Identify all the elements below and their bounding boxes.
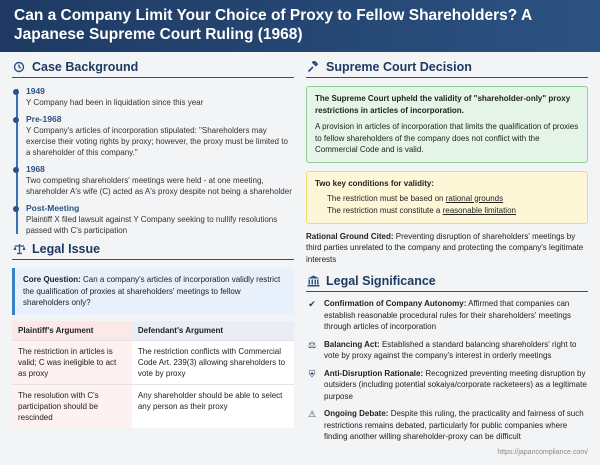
timeline-item (26, 86, 294, 108)
significance-title: Legal Significance (326, 274, 436, 288)
check-circle-icon: ✔ (308, 299, 316, 309)
legal-issue-title: Legal Issue (32, 242, 101, 256)
significance-label: Balancing Act: (324, 339, 380, 349)
condition-item (315, 193, 579, 205)
list-item (306, 339, 588, 362)
case-background-title: Case Background (32, 60, 139, 74)
list-item (306, 368, 588, 403)
rational-ground (306, 231, 588, 266)
significance-text: Affirmed that companies can establish reasonable procedural rules for their shareholders' meetings through articles of incorporation (324, 299, 571, 331)
decision-title: Supreme Court Decision (326, 60, 472, 74)
significance-label: Anti-Disruption Rationale: (324, 368, 424, 378)
timeline-text: Plaintiff X filed lawsuit against Y Company seeking to nullify resolutions passed with C's participation (26, 215, 278, 235)
timeline-date: Pre-1968 (26, 114, 62, 124)
scale-icon (12, 242, 26, 256)
page-header (0, 0, 600, 52)
timeline-date: 1949 (26, 86, 45, 96)
timeline-date: Post-Meeting (26, 203, 80, 213)
table-row (12, 340, 294, 384)
significance-text: Recognized preventing meeting disruption by outsiders (including potential sokaiya/corporate racketeers) as a legitimate purpose (324, 368, 587, 401)
condition-text: The restriction must constitute a (327, 205, 443, 215)
significance-text: Despite this ruling, the practicality and fairness of such restrictions remains debated, particularly for public companies where finding another willing shareholder-proxy can be difficult (324, 409, 584, 441)
timeline (12, 86, 294, 236)
plaintiff-cell: The resolution with C's participation should be rescinded (12, 384, 132, 428)
holding-box (306, 86, 588, 163)
balance-icon: ⚖ (307, 339, 317, 350)
significance-label: Ongoing Debate: (324, 409, 389, 418)
timeline-item (26, 114, 294, 158)
rational-ground-text: Preventing disruption of shareholders' meetings by third parties unrelated to the company and protecting the company's legitimate interests (306, 231, 584, 264)
table-row (12, 384, 294, 428)
defendant-cell: The restriction conflicts with Commercial Code Art. 239(3) allowing shareholders to vote by proxy (132, 340, 294, 384)
condition-link: reasonable limitation (442, 205, 516, 215)
timeline-text: Y Company's articles of incorporation stipulated: "Shareholders may exercise their voting rights by proxy; however, the proxy must be limited to a shareholder of this company." (26, 126, 288, 157)
plaintiff-cell: The restriction in articles is valid; C was ineligible to act as proxy (12, 340, 132, 384)
holding-text: A provision in articles of incorporation that limits the qualification of proxies to fellow shareholders of the company does not conflict with the Commercial Code and is valid. (315, 122, 579, 154)
timeline-text: Y Company had been in liquidation since this year (26, 98, 204, 107)
left-column (12, 60, 294, 428)
table-header-row (12, 321, 294, 341)
conditions-title: Two key conditions for validity: (315, 178, 434, 188)
column-header-plaintiff: Plaintiff's Argument (12, 321, 132, 341)
significance-text: Established a standard balancing shareholders' right to vote by proxy against the company's interest in orderly meetings (324, 339, 577, 360)
list-item (306, 298, 588, 333)
condition-item (315, 205, 579, 217)
holding-title: The Supreme Court upheld the validity of "shareholder-only" proxy restrictions in articles of incorporation. (315, 94, 571, 115)
column-header-defendant: Defendant's Argument (132, 321, 294, 341)
core-question-box (12, 268, 294, 315)
gavel-icon (306, 60, 320, 74)
right-column (306, 60, 588, 449)
case-background-heading (12, 60, 294, 78)
footer-url[interactable]: https://japancompliance.com/ (497, 449, 588, 456)
condition-link: rational grounds (445, 193, 504, 203)
legal-issue-heading (12, 242, 294, 260)
timeline-item (26, 164, 294, 197)
timeline-text: Two competing shareholders' meetings were held - at one meeting, shareholder A's wife (C) acted as A's proxy despite not being a shareholder (26, 176, 292, 196)
timeline-date: 1968 (26, 164, 45, 174)
arguments-table (12, 321, 294, 428)
core-question-label: Core Question: (23, 275, 81, 284)
significance-heading (306, 274, 588, 292)
rational-ground-label: Rational Ground Cited: (306, 231, 394, 241)
condition-text: The restriction must be based on (327, 193, 446, 203)
shield-icon: ⛨ (308, 368, 316, 379)
significance-list (306, 298, 588, 443)
decision-heading (306, 60, 588, 78)
conditions-box (306, 171, 588, 224)
timeline-item (26, 203, 294, 236)
warning-icon: ⚠ (307, 409, 317, 419)
core-question-text: Can a company's articles of incorporation validly restrict the qualification of proxies at shareholders' meetings to fellow shareholders only? (23, 275, 281, 307)
list-item (306, 408, 588, 443)
page-title: Can a Company Limit Your Choice of Proxy to Fellow Shareholders? A Japanese Supreme Court Ruling (1968) (14, 7, 532, 43)
defendant-cell: Any shareholder should be able to select any person as their proxy (132, 384, 294, 428)
institution-icon (306, 274, 320, 288)
history-icon (12, 60, 26, 74)
significance-label: Confirmation of Company Autonomy: (324, 299, 467, 308)
